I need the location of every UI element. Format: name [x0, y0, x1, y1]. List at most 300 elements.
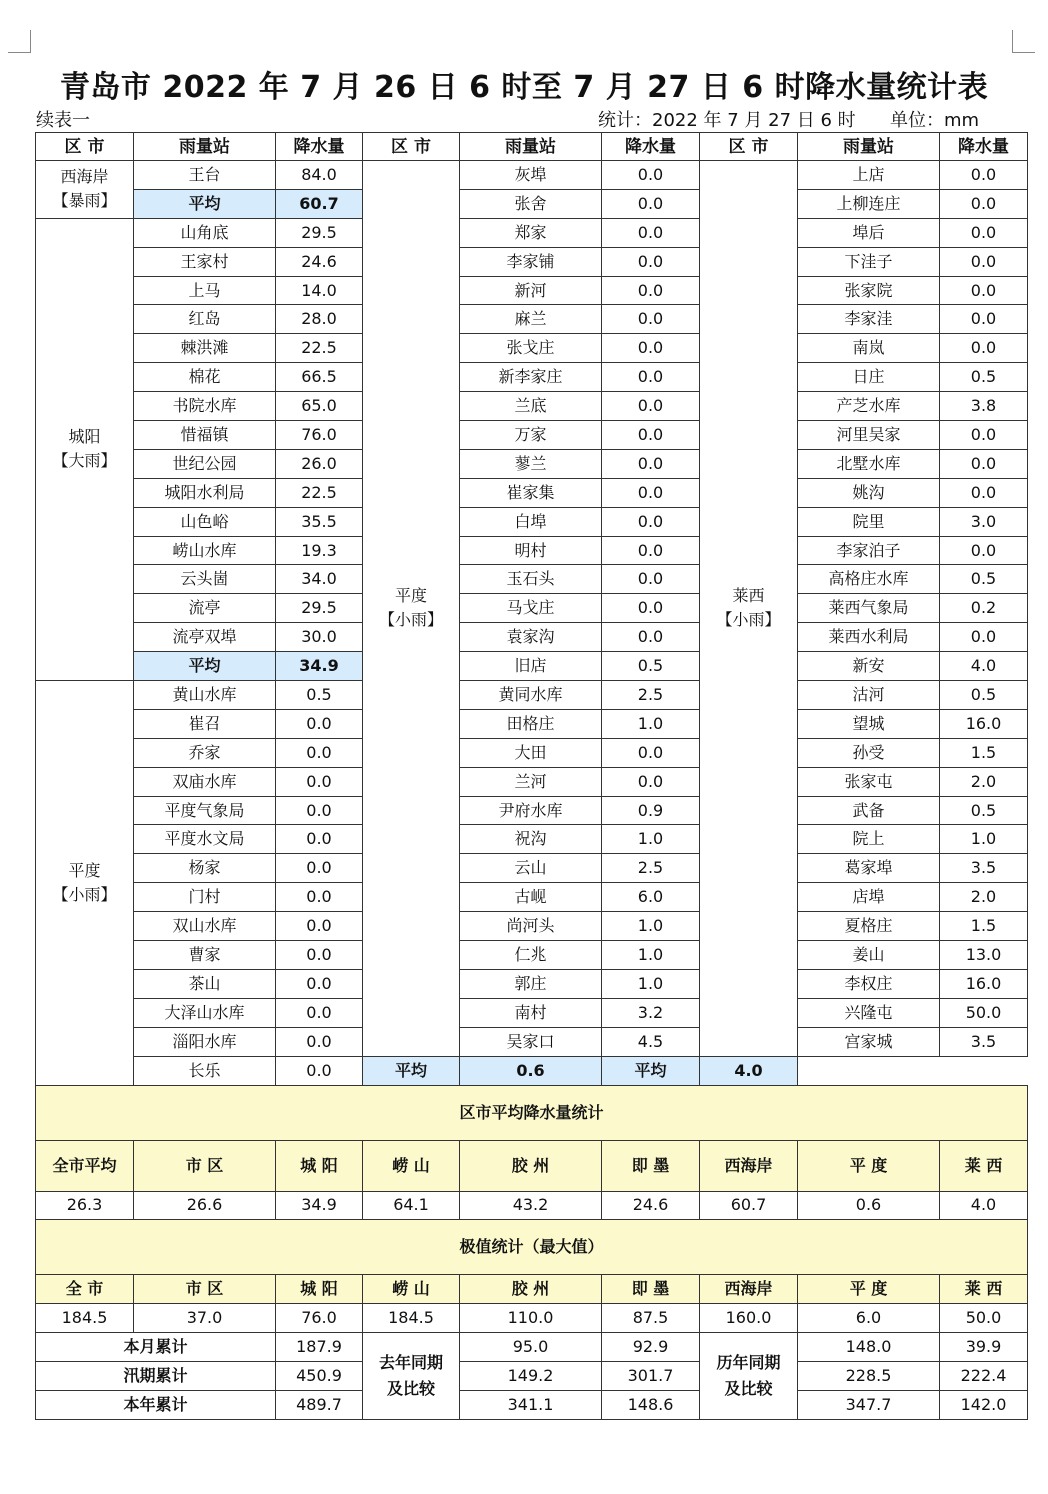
max-label-row	[36, 1275, 1028, 1304]
district-value: 43.2	[460, 1191, 602, 1220]
station-name: 南岚	[798, 334, 940, 363]
continuation-label: 续表一	[36, 110, 90, 131]
rainfall-value: 3.8	[940, 392, 1028, 421]
rainfall-value: 16.0	[940, 969, 1028, 998]
station-name: 李权庄	[798, 969, 940, 998]
rainfall-value: 30.0	[276, 623, 363, 652]
district-label: 市 区	[134, 1275, 276, 1304]
rainfall-value: 0.0	[602, 392, 700, 421]
station-name: 大泽山水库	[134, 998, 276, 1027]
rainfall-value: 26.0	[276, 449, 363, 478]
rainfall-value: 0.0	[940, 161, 1028, 190]
station-name: 南村	[460, 998, 602, 1027]
rainfall-value: 0.0	[940, 247, 1028, 276]
rainfall-value: 0.2	[940, 594, 1028, 623]
cumulative-row	[36, 1333, 1028, 1362]
district-label: 即 墨	[602, 1275, 700, 1304]
rainfall-value: 19.3	[276, 536, 363, 565]
last-year-value: 341.1	[460, 1390, 602, 1419]
cumulative-row	[36, 1390, 1028, 1419]
district-label: 西海岸	[700, 1140, 798, 1191]
station-name: 世纪公园	[134, 449, 276, 478]
district-label: 胶 州	[460, 1275, 602, 1304]
max-section-title: 极值统计（最大值）	[36, 1220, 1028, 1275]
rainfall-value: 22.5	[276, 334, 363, 363]
station-name: 葛家埠	[798, 854, 940, 883]
station-name: 夏格庄	[798, 912, 940, 941]
rainfall-value: 50.0	[940, 998, 1028, 1027]
table-row	[36, 507, 1028, 536]
crop-mark-top-right	[1012, 30, 1035, 53]
station-name: 张家院	[798, 276, 940, 305]
station-name: 沽河	[798, 681, 940, 710]
rainfall-value: 29.5	[276, 218, 363, 247]
table-row	[36, 363, 1028, 392]
table-row	[36, 594, 1028, 623]
table-row	[36, 161, 1028, 190]
station-name: 望城	[798, 709, 940, 738]
average-label: 平均	[602, 1056, 700, 1085]
table-row	[36, 189, 1028, 218]
header-rain: 降水量	[276, 133, 363, 161]
cumulative-label: 本年累计	[36, 1390, 276, 1419]
rainfall-value: 2.0	[940, 883, 1028, 912]
rainfall-value: 0.0	[940, 623, 1028, 652]
station-name: 崔家集	[460, 478, 602, 507]
station-name: 麻兰	[460, 305, 602, 334]
last-year-compare: 301.7	[602, 1362, 700, 1391]
table-row	[36, 652, 1028, 681]
station-name: 莱西气象局	[798, 594, 940, 623]
station-name: 新安	[798, 652, 940, 681]
table-row	[36, 565, 1028, 594]
historical-label: 历年同期 及比较	[700, 1333, 798, 1420]
rainfall-value: 0.0	[940, 189, 1028, 218]
rainfall-value: 0.0	[940, 218, 1028, 247]
average-label: 平均	[134, 652, 276, 681]
station-name: 张舍	[460, 189, 602, 218]
crop-mark-top-left	[8, 30, 31, 53]
district-label: 全 市	[36, 1275, 134, 1304]
rainfall-value: 0.0	[940, 334, 1028, 363]
station-name: 河里吴家	[798, 421, 940, 450]
rainfall-value: 0.0	[602, 767, 700, 796]
station-name: 郭庄	[460, 969, 602, 998]
rainfall-value: 34.0	[276, 565, 363, 594]
rainfall-value: 0.0	[602, 449, 700, 478]
historical-compare: 39.9	[940, 1333, 1028, 1362]
table-row	[36, 392, 1028, 421]
rainfall-value: 0.0	[602, 738, 700, 767]
station-name: 新李家庄	[460, 363, 602, 392]
rainfall-value: 0.0	[602, 218, 700, 247]
district-value: 76.0	[276, 1304, 363, 1333]
average-value: 60.7	[276, 189, 363, 218]
rainfall-value: 0.0	[276, 709, 363, 738]
station-name: 白埠	[460, 507, 602, 536]
station-name: 流亭双埠	[134, 623, 276, 652]
table-row	[36, 536, 1028, 565]
station-name: 北墅水库	[798, 449, 940, 478]
table-row	[36, 681, 1028, 710]
table-row	[36, 941, 1028, 970]
group-pingdu-2: 平度 【小雨】	[363, 161, 460, 1057]
station-name: 院里	[798, 507, 940, 536]
station-name: 红岛	[134, 305, 276, 334]
rainfall-value: 0.0	[602, 421, 700, 450]
rainfall-value: 0.0	[276, 854, 363, 883]
district-value: 26.3	[36, 1191, 134, 1220]
table-row	[36, 767, 1028, 796]
rainfall-value: 0.0	[940, 305, 1028, 334]
station-name: 下洼子	[798, 247, 940, 276]
station-name: 吴家口	[460, 1027, 602, 1056]
historical-value: 148.0	[798, 1333, 940, 1362]
rainfall-value: 4.5	[602, 1027, 700, 1056]
station-name: 姜山	[798, 941, 940, 970]
district-label: 城 阳	[276, 1275, 363, 1304]
station-name: 双庙水库	[134, 767, 276, 796]
cumulative-current: 187.9	[276, 1333, 363, 1362]
average-label: 平均	[363, 1056, 460, 1085]
station-name: 田格庄	[460, 709, 602, 738]
district-value: 37.0	[134, 1304, 276, 1333]
cumulative-current: 450.9	[276, 1362, 363, 1391]
station-name: 门村	[134, 883, 276, 912]
station-name: 孙受	[798, 738, 940, 767]
rainfall-value: 0.0	[602, 507, 700, 536]
historical-compare: 142.0	[940, 1390, 1028, 1419]
table-row	[36, 421, 1028, 450]
page-title: 青岛市 2022 年 7 月 26 日 6 时至 7 月 27 日 6 时降水量统计表	[59, 70, 989, 105]
table-row	[36, 912, 1028, 941]
rainfall-value: 0.0	[276, 969, 363, 998]
rainfall-value: 0.0	[276, 998, 363, 1027]
table-row	[36, 449, 1028, 478]
station-name: 云头崮	[134, 565, 276, 594]
rainfall-value: 0.0	[940, 421, 1028, 450]
rainfall-value: 3.5	[940, 1027, 1028, 1056]
station-name: 李家铺	[460, 247, 602, 276]
rainfall-value: 0.5	[276, 681, 363, 710]
header-rain: 降水量	[602, 133, 700, 161]
rainfall-value: 0.5	[602, 652, 700, 681]
district-label: 平 度	[798, 1275, 940, 1304]
district-label: 崂 山	[363, 1140, 460, 1191]
rainfall-value: 0.0	[602, 276, 700, 305]
table-row	[36, 883, 1028, 912]
station-name: 乔家	[134, 738, 276, 767]
station-name: 高格庄水库	[798, 565, 940, 594]
station-name: 姚沟	[798, 478, 940, 507]
station-name: 店埠	[798, 883, 940, 912]
district-value: 184.5	[36, 1304, 134, 1333]
district-value: 24.6	[602, 1191, 700, 1220]
rainfall-value: 1.0	[602, 825, 700, 854]
average-value: 34.9	[276, 652, 363, 681]
header-station: 雨量站	[460, 133, 602, 161]
station-name: 产芝水库	[798, 392, 940, 421]
station-name: 玉石头	[460, 565, 602, 594]
rainfall-value: 0.0	[602, 565, 700, 594]
district-label: 全市平均	[36, 1140, 134, 1191]
rainfall-value: 0.0	[602, 189, 700, 218]
rainfall-value: 4.0	[940, 652, 1028, 681]
rainfall-value: 35.5	[276, 507, 363, 536]
station-name: 祝沟	[460, 825, 602, 854]
rainfall-value: 0.9	[602, 796, 700, 825]
district-value: 64.1	[363, 1191, 460, 1220]
rainfall-value: 0.0	[602, 363, 700, 392]
station-name: 灰埠	[460, 161, 602, 190]
station-name: 平度水文局	[134, 825, 276, 854]
district-value: 110.0	[460, 1304, 602, 1333]
table-row	[36, 334, 1028, 363]
rainfall-value: 84.0	[276, 161, 363, 190]
header-station: 雨量站	[134, 133, 276, 161]
rainfall-value: 0.0	[940, 449, 1028, 478]
rainfall-value: 0.0	[276, 1056, 363, 1085]
rainfall-value: 0.0	[602, 594, 700, 623]
station-name: 张戈庄	[460, 334, 602, 363]
table-row	[36, 998, 1028, 1027]
station-name: 古岘	[460, 883, 602, 912]
station-name: 山色峪	[134, 507, 276, 536]
cumulative-current: 489.7	[276, 1390, 363, 1419]
historical-compare: 222.4	[940, 1362, 1028, 1391]
rainfall-value: 1.0	[602, 709, 700, 738]
average-value: 0.6	[460, 1056, 602, 1085]
header-district: 区 市	[700, 133, 798, 161]
rainfall-value: 2.5	[602, 854, 700, 883]
rainfall-value: 0.0	[276, 941, 363, 970]
rainfall-value: 66.5	[276, 363, 363, 392]
rainfall-table	[35, 132, 1028, 1420]
last-year-label: 去年同期 及比较	[363, 1333, 460, 1420]
rainfall-value: 0.0	[276, 912, 363, 941]
district-value: 34.9	[276, 1191, 363, 1220]
rainfall-value: 1.0	[602, 912, 700, 941]
district-label: 即 墨	[602, 1140, 700, 1191]
rainfall-value: 1.5	[940, 738, 1028, 767]
rainfall-value: 0.0	[602, 536, 700, 565]
header-rain: 降水量	[940, 133, 1028, 161]
table-header-row	[36, 133, 1028, 161]
group-xihaian: 西海岸 【暴雨】	[36, 161, 134, 219]
station-name: 云山	[460, 854, 602, 883]
table-row	[36, 796, 1028, 825]
district-value: 87.5	[602, 1304, 700, 1333]
table-row	[36, 305, 1028, 334]
rainfall-value: 0.0	[276, 883, 363, 912]
station-name: 棘洪滩	[134, 334, 276, 363]
station-name: 院上	[798, 825, 940, 854]
rainfall-value: 0.5	[940, 681, 1028, 710]
district-value: 4.0	[940, 1191, 1028, 1220]
table-row	[36, 738, 1028, 767]
rainfall-value: 0.0	[940, 536, 1028, 565]
station-name: 李家泊子	[798, 536, 940, 565]
station-name: 杨家	[134, 854, 276, 883]
average-label-row	[36, 1140, 1028, 1191]
rainfall-value: 0.0	[602, 623, 700, 652]
header-district: 区 市	[36, 133, 134, 161]
average-value-row	[36, 1191, 1028, 1220]
rainfall-value: 14.0	[276, 276, 363, 305]
station-name: 山角底	[134, 218, 276, 247]
table-row	[36, 825, 1028, 854]
rainfall-value: 28.0	[276, 305, 363, 334]
district-label: 城 阳	[276, 1140, 363, 1191]
station-name: 长乐	[134, 1056, 276, 1085]
average-section-title-row	[36, 1085, 1028, 1140]
district-label: 胶 州	[460, 1140, 602, 1191]
station-name: 崂山水库	[134, 536, 276, 565]
station-name: 尚河头	[460, 912, 602, 941]
rainfall-value: 0.0	[940, 478, 1028, 507]
station-name: 张家屯	[798, 767, 940, 796]
rainfall-value: 0.5	[940, 363, 1028, 392]
last-year-value: 149.2	[460, 1362, 602, 1391]
station-name: 城阳水利局	[134, 478, 276, 507]
table-row	[36, 969, 1028, 998]
table-row	[36, 478, 1028, 507]
cumulative-label: 汛期累计	[36, 1362, 276, 1391]
rainfall-value: 0.5	[940, 565, 1028, 594]
district-label: 市 区	[134, 1140, 276, 1191]
cumulative-label: 本月累计	[36, 1333, 276, 1362]
station-name: 尹府水库	[460, 796, 602, 825]
max-section-title-row	[36, 1220, 1028, 1275]
rainfall-value: 65.0	[276, 392, 363, 421]
table-row	[36, 623, 1028, 652]
station-name: 棉花	[134, 363, 276, 392]
rainfall-value: 76.0	[276, 421, 363, 450]
station-name: 埠后	[798, 218, 940, 247]
rainfall-value: 2.0	[940, 767, 1028, 796]
district-value: 160.0	[700, 1304, 798, 1333]
district-value: 26.6	[134, 1191, 276, 1220]
table-row	[36, 1056, 1028, 1085]
station-name: 日庄	[798, 363, 940, 392]
header-district: 区 市	[363, 133, 460, 161]
station-name: 万家	[460, 421, 602, 450]
rainfall-value: 0.0	[276, 825, 363, 854]
district-value: 6.0	[798, 1304, 940, 1333]
station-name: 王家村	[134, 247, 276, 276]
rainfall-value: 0.0	[602, 478, 700, 507]
last-year-value: 95.0	[460, 1333, 602, 1362]
rainfall-value: 0.0	[602, 161, 700, 190]
average-section-title: 区市平均降水量统计	[36, 1085, 1028, 1140]
rainfall-value: 1.0	[602, 969, 700, 998]
rainfall-value: 1.0	[940, 825, 1028, 854]
station-name: 上店	[798, 161, 940, 190]
station-name: 旧店	[460, 652, 602, 681]
average-value: 4.0	[700, 1056, 798, 1085]
rainfall-value: 16.0	[940, 709, 1028, 738]
station-name: 上柳连庄	[798, 189, 940, 218]
station-name: 莱西水利局	[798, 623, 940, 652]
station-name: 崔召	[134, 709, 276, 738]
table-row	[36, 709, 1028, 738]
station-name: 新河	[460, 276, 602, 305]
station-name: 平度气象局	[134, 796, 276, 825]
group-laixi: 莱西 【小雨】	[700, 161, 798, 1057]
station-name: 黄山水库	[134, 681, 276, 710]
station-name: 郑家	[460, 218, 602, 247]
station-name: 茶山	[134, 969, 276, 998]
rainfall-value: 0.0	[602, 247, 700, 276]
station-name: 流亭	[134, 594, 276, 623]
station-name: 淄阳水库	[134, 1027, 276, 1056]
rainfall-value: 3.2	[602, 998, 700, 1027]
district-label: 崂 山	[363, 1275, 460, 1304]
rainfall-value: 0.0	[602, 305, 700, 334]
rainfall-value: 0.0	[276, 796, 363, 825]
district-label: 西海岸	[700, 1275, 798, 1304]
station-name: 曹家	[134, 941, 276, 970]
station-name: 兴隆屯	[798, 998, 940, 1027]
station-name: 大田	[460, 738, 602, 767]
table-row	[36, 247, 1028, 276]
station-name: 王台	[134, 161, 276, 190]
station-name: 书院水库	[134, 392, 276, 421]
rainfall-value: 3.0	[940, 507, 1028, 536]
rainfall-value: 0.0	[276, 1027, 363, 1056]
max-value-row	[36, 1304, 1028, 1333]
rainfall-value: 3.5	[940, 854, 1028, 883]
district-value: 0.6	[798, 1191, 940, 1220]
table-row	[36, 218, 1028, 247]
district-label: 平 度	[798, 1140, 940, 1191]
header-station: 雨量站	[798, 133, 940, 161]
rainfall-value: 0.0	[602, 334, 700, 363]
district-value: 60.7	[700, 1191, 798, 1220]
historical-value: 228.5	[798, 1362, 940, 1391]
rainfall-value: 29.5	[276, 594, 363, 623]
station-name: 仁兆	[460, 941, 602, 970]
station-name: 上马	[134, 276, 276, 305]
cumulative-row	[36, 1362, 1028, 1391]
rainfall-value: 0.0	[276, 767, 363, 796]
district-value: 50.0	[940, 1304, 1028, 1333]
table-row	[36, 276, 1028, 305]
rainfall-value: 13.0	[940, 941, 1028, 970]
station-name: 明村	[460, 536, 602, 565]
station-name: 兰底	[460, 392, 602, 421]
district-value: 184.5	[363, 1304, 460, 1333]
station-name: 武备	[798, 796, 940, 825]
rainfall-value: 24.6	[276, 247, 363, 276]
rainfall-value: 0.5	[940, 796, 1028, 825]
rainfall-value: 1.5	[940, 912, 1028, 941]
station-name: 袁家沟	[460, 623, 602, 652]
table-row	[36, 854, 1028, 883]
group-chengyang: 城阳 【大雨】	[36, 218, 134, 680]
last-year-compare: 92.9	[602, 1333, 700, 1362]
rainfall-value: 22.5	[276, 478, 363, 507]
group-pingdu: 平度 【小雨】	[36, 681, 134, 1085]
station-name: 李家洼	[798, 305, 940, 334]
station-name: 马戈庄	[460, 594, 602, 623]
station-name: 蓼兰	[460, 449, 602, 478]
rainfall-value: 1.0	[602, 941, 700, 970]
station-name: 双山水库	[134, 912, 276, 941]
station-name: 黄同水库	[460, 681, 602, 710]
rainfall-value: 6.0	[602, 883, 700, 912]
rainfall-value: 2.5	[602, 681, 700, 710]
